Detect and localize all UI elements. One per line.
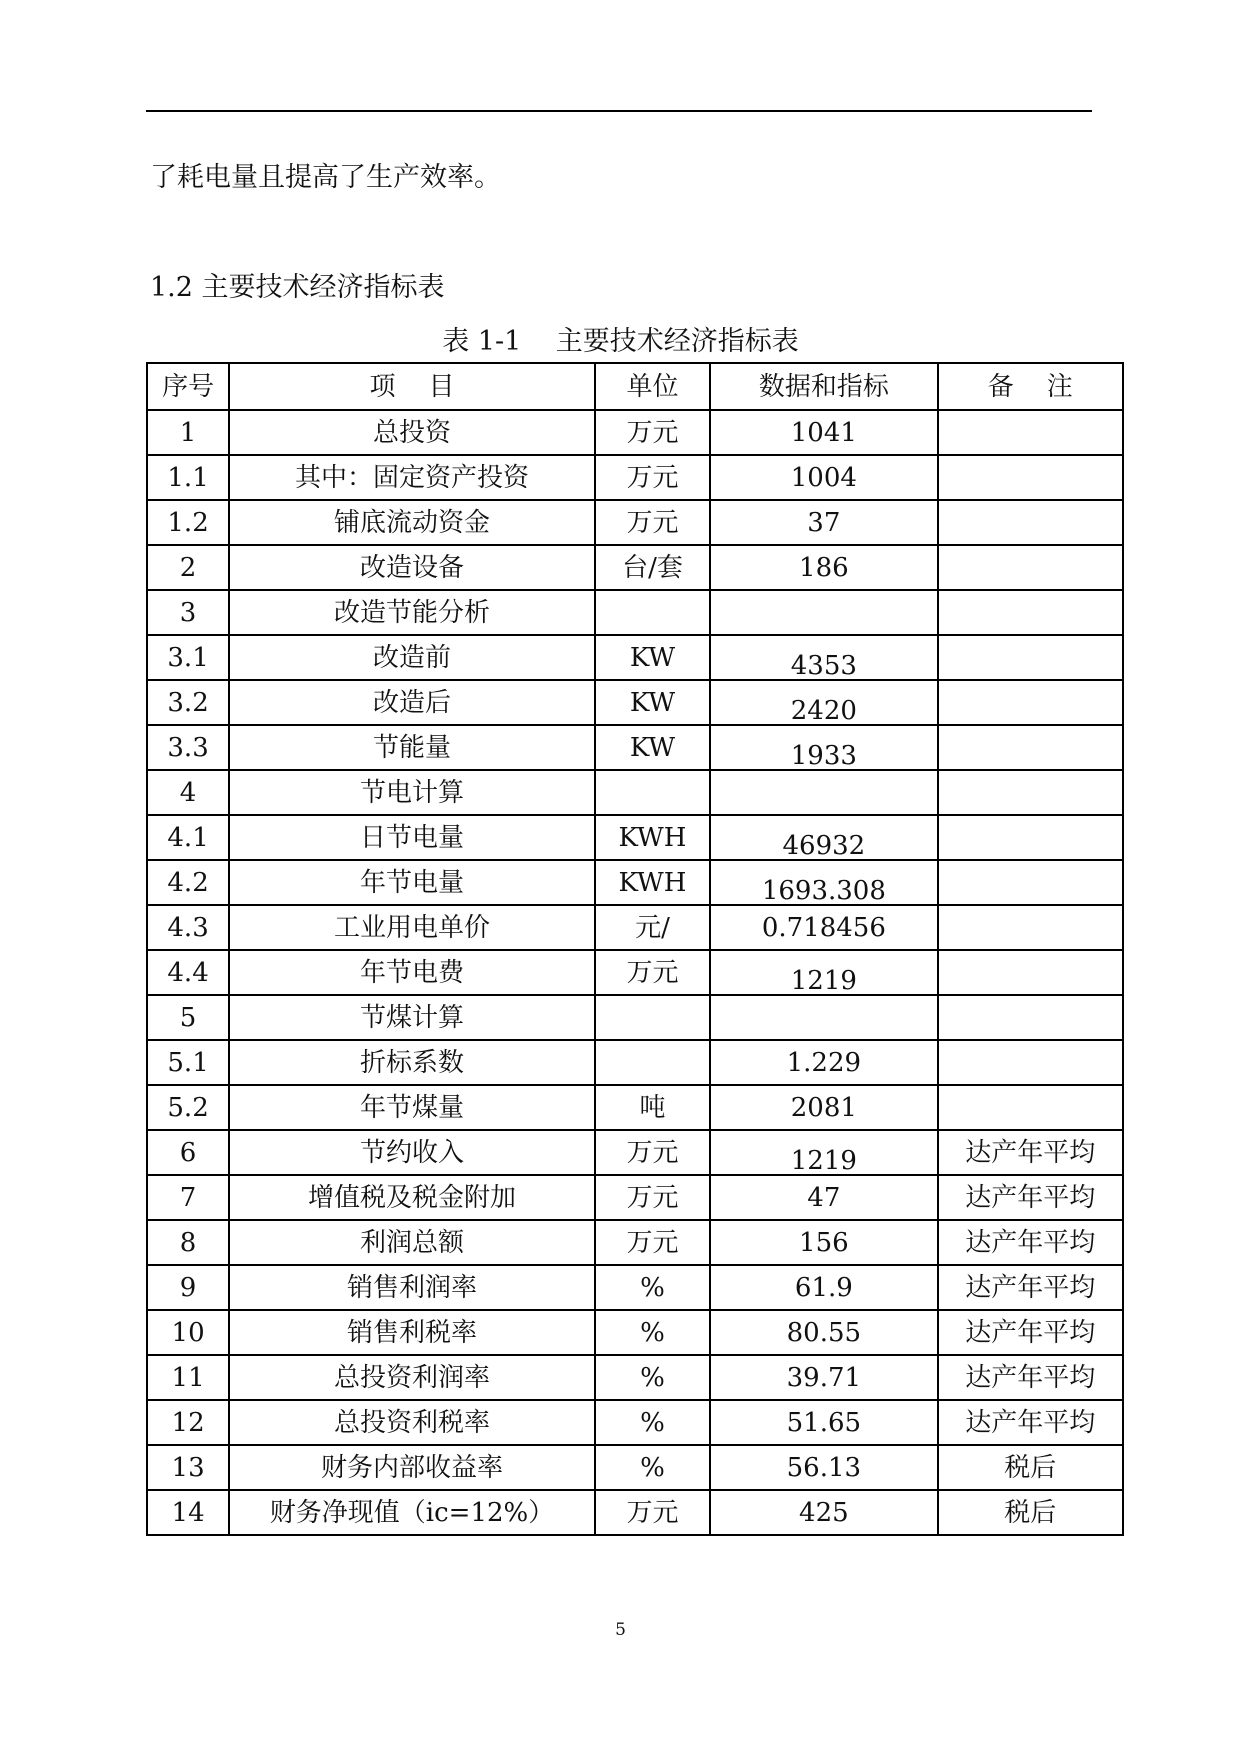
- cell-item: 年节煤量: [229, 1085, 595, 1130]
- cell-unit: [595, 590, 710, 635]
- cell-note: 达产年平均: [938, 1355, 1123, 1400]
- cell-unit: %: [595, 1445, 710, 1490]
- cell-no: 6: [147, 1130, 229, 1175]
- cell-unit: 万元: [595, 1130, 710, 1175]
- table-row: [147, 545, 1123, 590]
- cell-item: 销售利税率: [229, 1310, 595, 1355]
- cell-no: 14: [147, 1490, 229, 1535]
- header-rule: [146, 110, 1092, 112]
- section-heading: 1.2 主要技术经济指标表: [150, 272, 445, 303]
- page-number: 5: [615, 1620, 626, 1640]
- table-caption: 表 1-1 主要技术经济指标表: [442, 326, 799, 357]
- cell-value: [710, 860, 937, 905]
- cell-note: [938, 815, 1123, 860]
- cell-note: 达产年平均: [938, 1310, 1123, 1355]
- indicator-table: [146, 362, 1124, 1536]
- cell-note: [938, 680, 1123, 725]
- cell-value: 1004: [710, 455, 937, 500]
- table-row: [147, 1130, 1123, 1175]
- cell-value: 47: [710, 1175, 937, 1220]
- cell-item: 工业用电单价: [229, 905, 595, 950]
- table-row: [147, 995, 1123, 1040]
- table-header-row: [147, 363, 1123, 410]
- cell-no: 1.1: [147, 455, 229, 500]
- cell-no: 5.1: [147, 1040, 229, 1085]
- cell-item: 总投资利税率: [229, 1400, 595, 1445]
- cell-value-text: 1693.308: [761, 875, 886, 906]
- cell-value: [710, 770, 937, 815]
- cell-note: [938, 410, 1123, 455]
- cell-no: 5.2: [147, 1085, 229, 1130]
- cell-item: 改造前: [229, 635, 595, 680]
- cell-no: 1.2: [147, 500, 229, 545]
- cell-value: [710, 590, 937, 635]
- table-row: [147, 905, 1123, 950]
- cell-no: 3.3: [147, 725, 229, 770]
- cell-note: [938, 860, 1123, 905]
- cell-value: [710, 635, 937, 680]
- table-row: [147, 410, 1123, 455]
- cell-note: 税后: [938, 1445, 1123, 1490]
- cell-value-text: 1933: [790, 740, 857, 771]
- cell-no: 9: [147, 1265, 229, 1310]
- cell-unit: 万元: [595, 1490, 710, 1535]
- cell-value: [710, 725, 937, 770]
- cell-value-text: 2420: [790, 695, 857, 726]
- cell-no: 4.2: [147, 860, 229, 905]
- table-row: [147, 500, 1123, 545]
- table-row: [147, 635, 1123, 680]
- cell-note: 达产年平均: [938, 1265, 1123, 1310]
- table-row: [147, 770, 1123, 815]
- cell-item: 改造后: [229, 680, 595, 725]
- cell-item: 日节电量: [229, 815, 595, 860]
- cell-value-text: 1219: [790, 965, 857, 996]
- cell-value: 39.71: [710, 1355, 937, 1400]
- cell-note: [938, 545, 1123, 590]
- cell-value: 425: [710, 1490, 937, 1535]
- table-row: [147, 1220, 1123, 1265]
- cell-unit: 万元: [595, 410, 710, 455]
- cell-value: [710, 950, 937, 995]
- cell-unit: %: [595, 1265, 710, 1310]
- cell-value: [710, 995, 937, 1040]
- cell-no: 4.4: [147, 950, 229, 995]
- header-cell-item: 项 目: [229, 363, 595, 410]
- cell-item: 年节电费: [229, 950, 595, 995]
- cell-note: 达产年平均: [938, 1220, 1123, 1265]
- cell-unit: KW: [595, 725, 710, 770]
- cell-unit: 吨: [595, 1085, 710, 1130]
- cell-item: 利润总额: [229, 1220, 595, 1265]
- cell-unit: KW: [595, 680, 710, 725]
- cell-unit: %: [595, 1400, 710, 1445]
- cell-unit: 台/套: [595, 545, 710, 590]
- cell-value: 80.55: [710, 1310, 937, 1355]
- cell-value: [710, 815, 937, 860]
- table-row: [147, 1490, 1123, 1535]
- table-row: [147, 860, 1123, 905]
- cell-value: 0.718456: [710, 905, 937, 950]
- table-row: [147, 1175, 1123, 1220]
- cell-unit: 万元: [595, 455, 710, 500]
- table-row: [147, 1265, 1123, 1310]
- cell-unit: 万元: [595, 950, 710, 995]
- cell-unit: 万元: [595, 1175, 710, 1220]
- cell-unit: %: [595, 1355, 710, 1400]
- cell-item: 铺底流动资金: [229, 500, 595, 545]
- cell-note: 达产年平均: [938, 1130, 1123, 1175]
- body-paragraph: 了耗电量且提高了生产效率。: [150, 162, 501, 193]
- header-cell-no: 序号: [147, 363, 229, 410]
- cell-item: 总投资: [229, 410, 595, 455]
- cell-unit: 万元: [595, 500, 710, 545]
- cell-value: [710, 680, 937, 725]
- cell-item: 折标系数: [229, 1040, 595, 1085]
- cell-value: 51.65: [710, 1400, 937, 1445]
- cell-item: 财务净现值（ic=12%）: [229, 1490, 595, 1535]
- header-cell-unit: 单位: [595, 363, 710, 410]
- cell-note: [938, 725, 1123, 770]
- cell-no: 3.2: [147, 680, 229, 725]
- table-row: [147, 1400, 1123, 1445]
- cell-item: 增值税及税金附加: [229, 1175, 595, 1220]
- table-row: [147, 725, 1123, 770]
- cell-value: 1041: [710, 410, 937, 455]
- cell-value-text: 1219: [790, 1145, 857, 1176]
- cell-item: 节能量: [229, 725, 595, 770]
- cell-unit: 万元: [595, 1220, 710, 1265]
- cell-note: [938, 950, 1123, 995]
- table-row: [147, 590, 1123, 635]
- cell-no: 4: [147, 770, 229, 815]
- table-row: [147, 1040, 1123, 1085]
- cell-unit: 元/: [595, 905, 710, 950]
- table-row: [147, 950, 1123, 995]
- cell-no: 13: [147, 1445, 229, 1490]
- cell-no: 2: [147, 545, 229, 590]
- cell-value: 2081: [710, 1085, 937, 1130]
- cell-no: 7: [147, 1175, 229, 1220]
- cell-note: [938, 1085, 1123, 1130]
- cell-unit: %: [595, 1310, 710, 1355]
- cell-item: 节煤计算: [229, 995, 595, 1040]
- cell-item: 节约收入: [229, 1130, 595, 1175]
- cell-no: 5: [147, 995, 229, 1040]
- cell-unit: [595, 995, 710, 1040]
- cell-value: 156: [710, 1220, 937, 1265]
- cell-note: [938, 905, 1123, 950]
- table-row: [147, 815, 1123, 860]
- cell-no: 4.1: [147, 815, 229, 860]
- cell-value: [710, 1130, 937, 1175]
- table-row: [147, 680, 1123, 725]
- cell-item: 其中：固定资产投资: [229, 455, 595, 500]
- cell-note: 达产年平均: [938, 1175, 1123, 1220]
- table-row: [147, 1355, 1123, 1400]
- cell-note: [938, 590, 1123, 635]
- cell-note: [938, 995, 1123, 1040]
- table-row: [147, 1085, 1123, 1130]
- table-row: [147, 1445, 1123, 1490]
- cell-item: 财务内部收益率: [229, 1445, 595, 1490]
- cell-item: 销售利润率: [229, 1265, 595, 1310]
- cell-note: [938, 1040, 1123, 1085]
- cell-no: 4.3: [147, 905, 229, 950]
- table-row: [147, 1310, 1123, 1355]
- cell-note: 达产年平均: [938, 1400, 1123, 1445]
- cell-note: 税后: [938, 1490, 1123, 1535]
- cell-item: 总投资利润率: [229, 1355, 595, 1400]
- cell-unit: [595, 770, 710, 815]
- cell-item: 节电计算: [229, 770, 595, 815]
- cell-note: [938, 500, 1123, 545]
- cell-value: 1.229: [710, 1040, 937, 1085]
- cell-value-text: 46932: [782, 830, 866, 861]
- cell-unit: KWH: [595, 815, 710, 860]
- cell-note: [938, 635, 1123, 680]
- header-cell-note: 备 注: [938, 363, 1123, 410]
- header-cell-value: 数据和指标: [710, 363, 937, 410]
- cell-note: [938, 455, 1123, 500]
- cell-no: 1: [147, 410, 229, 455]
- cell-no: 10: [147, 1310, 229, 1355]
- cell-value: 37: [710, 500, 937, 545]
- cell-value-text: 4353: [790, 650, 857, 681]
- cell-note: [938, 770, 1123, 815]
- cell-unit: KW: [595, 635, 710, 680]
- cell-item: 改造设备: [229, 545, 595, 590]
- table-row: [147, 455, 1123, 500]
- cell-no: 11: [147, 1355, 229, 1400]
- cell-value: 56.13: [710, 1445, 937, 1490]
- cell-no: 12: [147, 1400, 229, 1445]
- cell-no: 8: [147, 1220, 229, 1265]
- cell-item: 年节电量: [229, 860, 595, 905]
- cell-unit: [595, 1040, 710, 1085]
- cell-no: 3: [147, 590, 229, 635]
- cell-unit: KWH: [595, 860, 710, 905]
- cell-no: 3.1: [147, 635, 229, 680]
- cell-value: 186: [710, 545, 937, 590]
- cell-value: 61.9: [710, 1265, 937, 1310]
- cell-item: 改造节能分析: [229, 590, 595, 635]
